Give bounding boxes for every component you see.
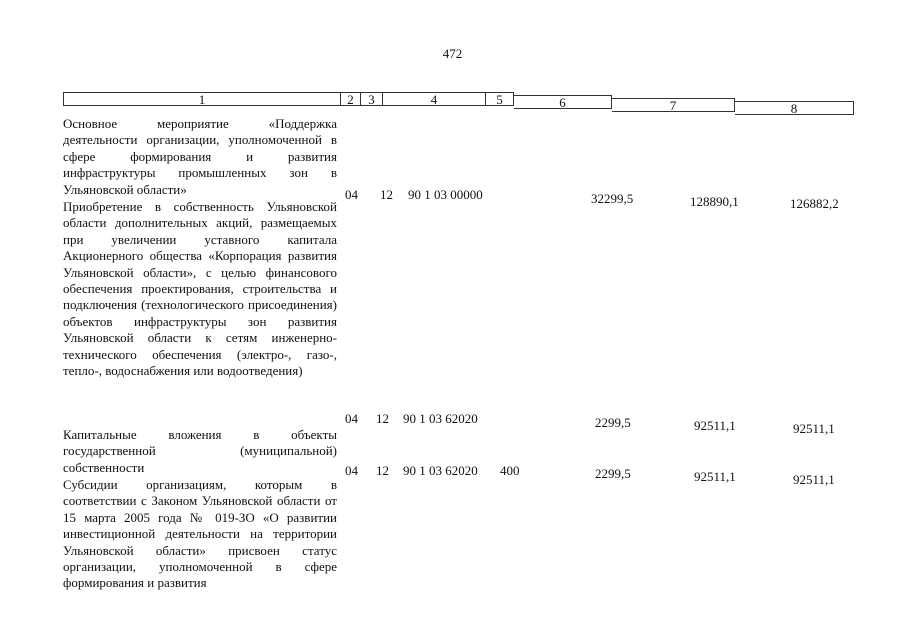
row-1-col-6: 32299,5 <box>591 191 634 206</box>
row-2-col-4: 90 1 03 62020 <box>403 411 478 426</box>
table-row-3-description: Капитальные вложения в объекты государственной (муниципальной) собственности <box>63 427 337 475</box>
row-1-col-3: 12 <box>380 187 393 202</box>
row-1-col-4: 90 1 03 00000 <box>408 187 483 202</box>
table-row-2-description: Приобретение в собственность Ульяновской области дополнительных акций, размещаемых при увеличении уставного капитала Акционерного общества «Корпорация развития Ульяновской области», с целью финансового обеспечения проектирования, строительства и подключения (технологического присоединения) объектов инфраструктуры зон развития Ульяновской области к сетям инженерно-технического обеспечения (электро-, газо-, тепло-, водоснабжения или водоотведения) <box>63 199 337 379</box>
column-header-5: 5 <box>486 92 514 106</box>
row-2-col-8: 92511,1 <box>793 421 835 436</box>
row-3-col-5: 400 <box>500 463 520 478</box>
column-header-4: 4 <box>383 92 486 106</box>
row-2-col-2: 04 <box>345 411 358 426</box>
row-3-col-3: 12 <box>376 463 389 478</box>
table-row-1-description: Основное мероприятие «Поддержка деятельности организации, уполномоченной в сфере формирования и развития инфраструктуры промышленных зон в Ульяновской области» <box>63 116 337 197</box>
column-header-1: 1 <box>63 92 341 106</box>
column-header-8: 8 <box>735 101 854 115</box>
row-3-col-7: 92511,1 <box>694 469 736 484</box>
row-1-col-7: 128890,1 <box>690 194 739 209</box>
row-1-col-2: 04 <box>345 187 358 202</box>
column-header-3: 3 <box>361 92 383 106</box>
table-row-4-description: Субсидии организациям, которым в соответствии с Законом Ульяновской области от 15 марта 2005 года № 019-ЗО «О развитии инвестиционной деятельности на территории Ульяновской области» присвоен статус организации, уполномоченной в сфере формирования и развития <box>63 477 337 591</box>
page-number: 472 <box>442 46 463 61</box>
column-header-7: 7 <box>612 98 735 112</box>
row-2-col-3: 12 <box>376 411 389 426</box>
row-3-col-6: 2299,5 <box>595 466 631 481</box>
row-3-col-2: 04 <box>345 463 358 478</box>
row-3-col-4: 90 1 03 62020 <box>403 463 478 478</box>
column-header-2: 2 <box>341 92 361 106</box>
column-header-6: 6 <box>514 95 612 109</box>
row-2-col-6: 2299,5 <box>595 415 631 430</box>
row-3-col-8: 92511,1 <box>793 472 835 487</box>
row-2-col-7: 92511,1 <box>694 418 736 433</box>
row-1-col-8: 126882,2 <box>790 196 839 211</box>
